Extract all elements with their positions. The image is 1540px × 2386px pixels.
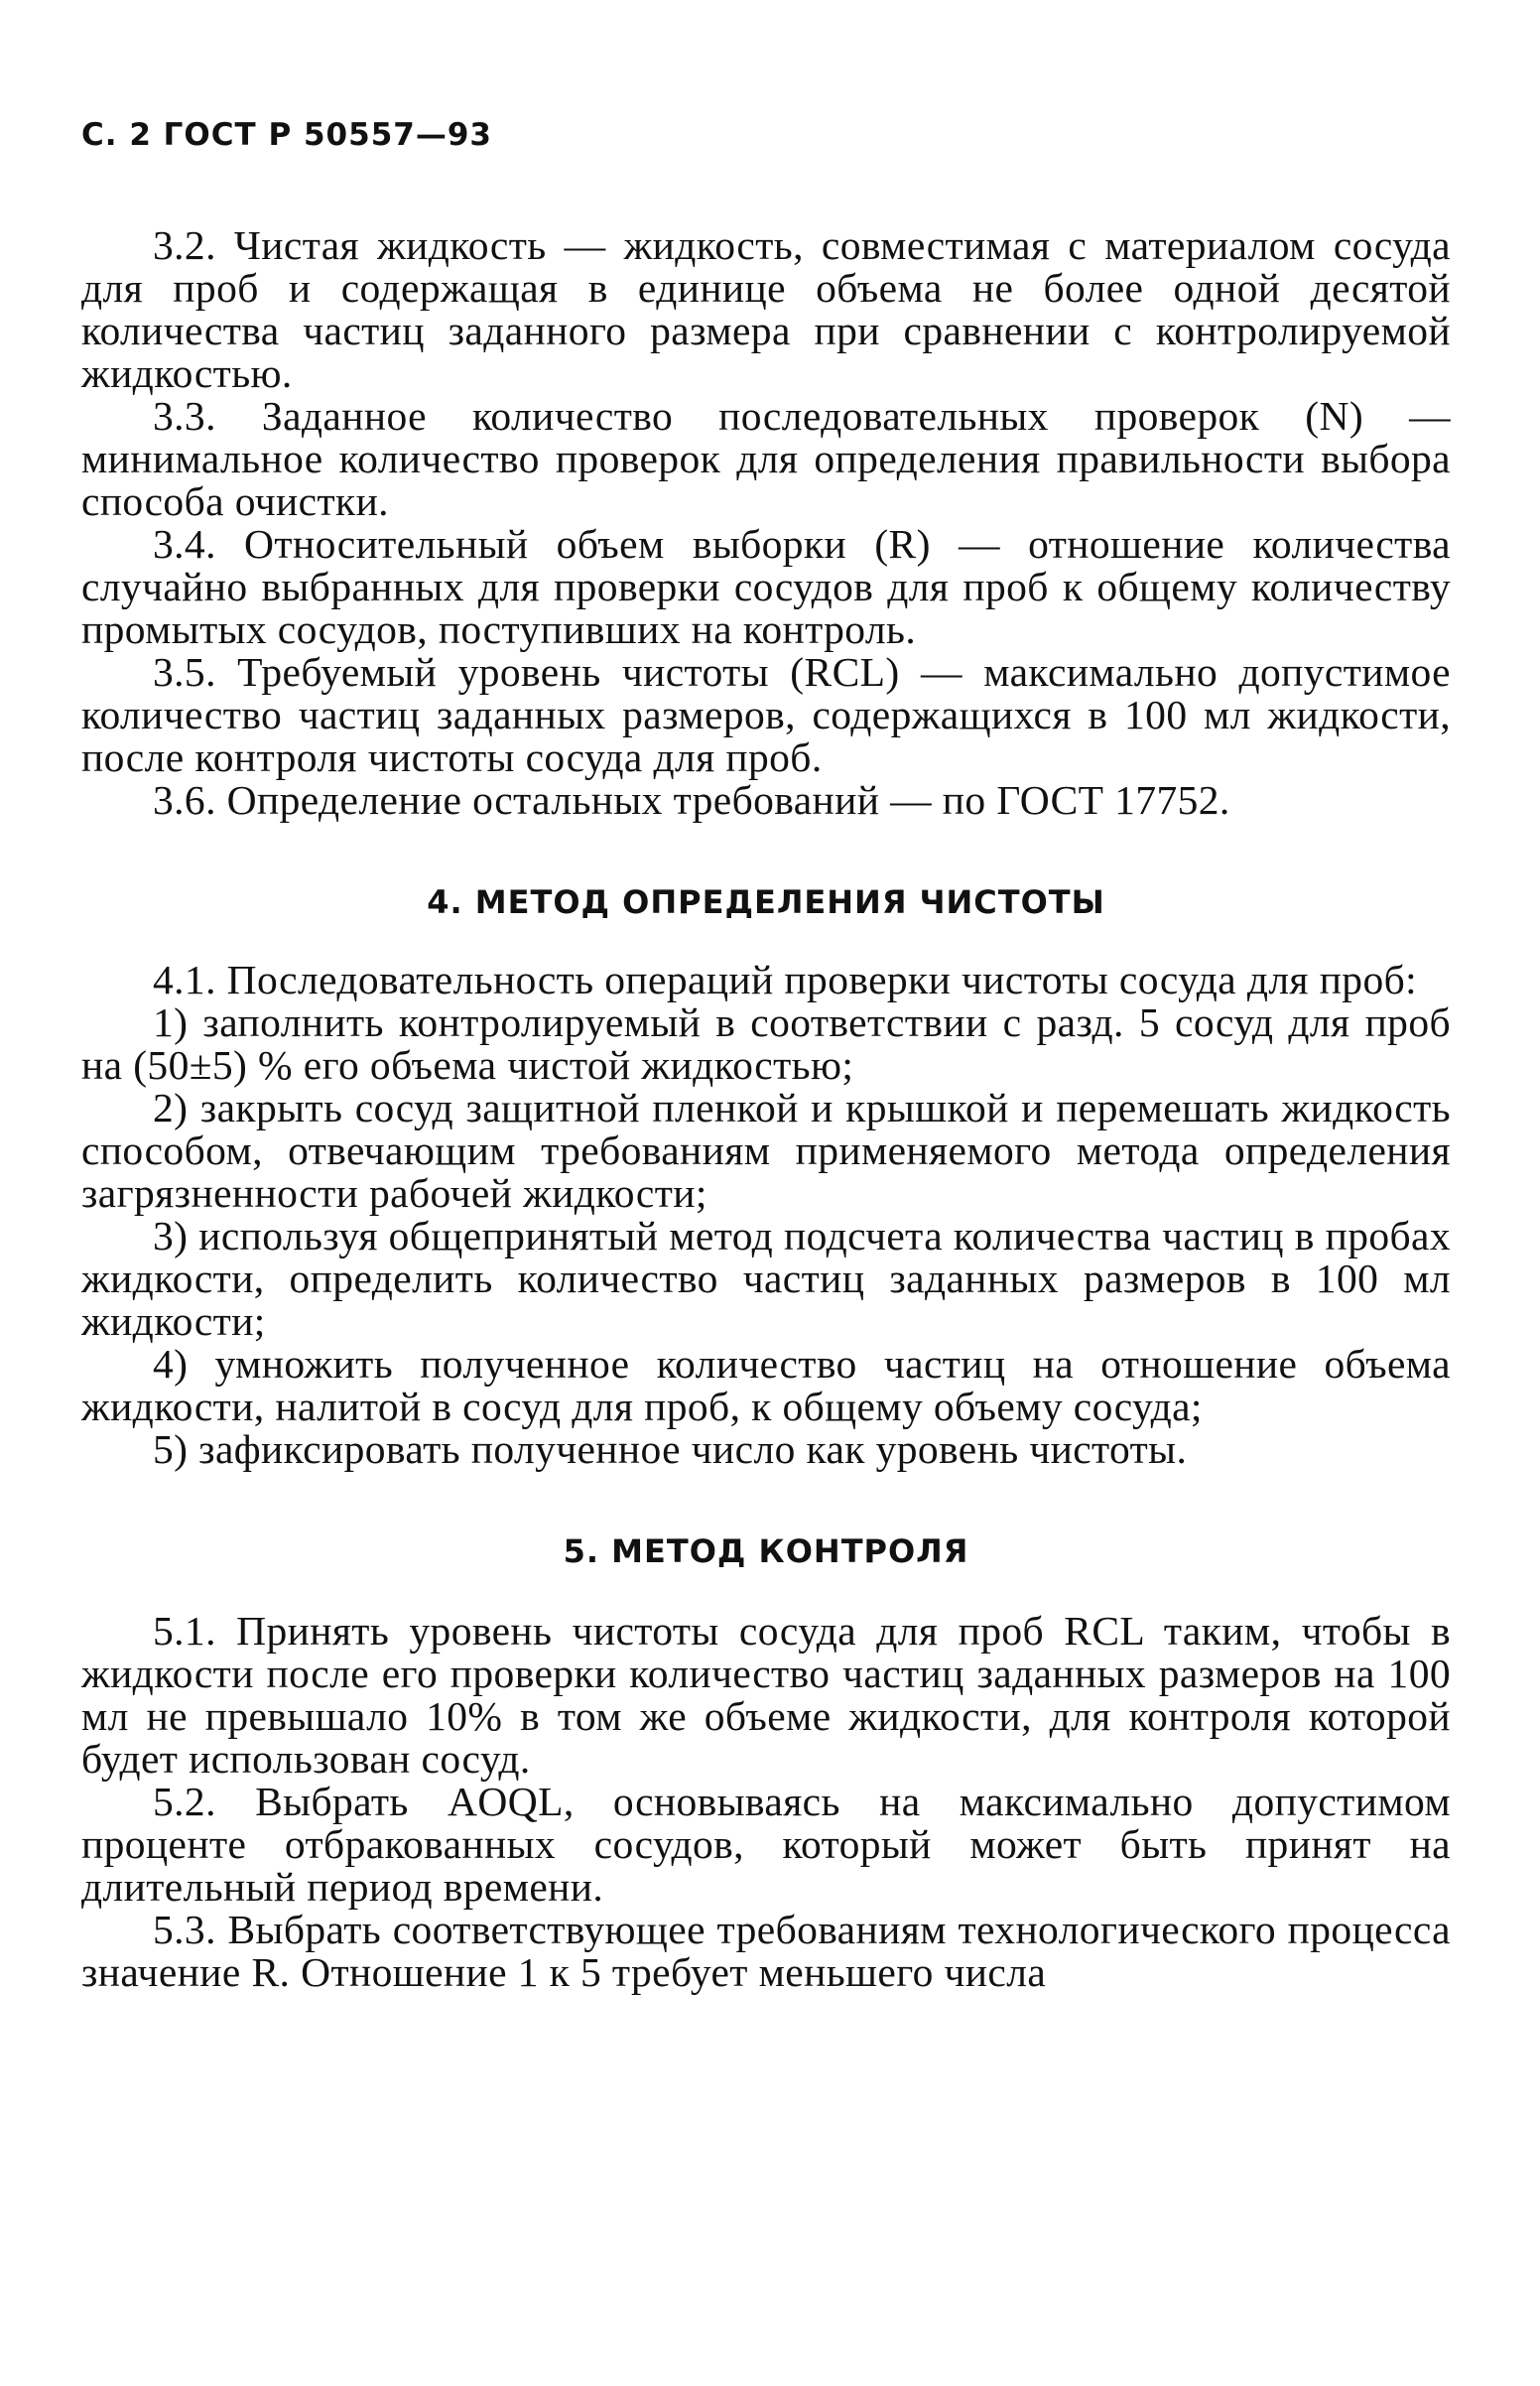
section-5-heading: 5. МЕТОД КОНТРОЛЯ (563, 1532, 969, 1570)
section-4-step-5: 5) зафиксировать полученное число как уровень чистоты. (153, 1426, 1188, 1472)
document-page (81, 117, 1451, 1994)
section-5-paragraph-3: 5.3. Выбрать соответствующее требованиям технологического процесса значение R. Отношение 1 к 5 требует меньшего числа (81, 1907, 1451, 1995)
definition-3-6: 3.6. Определение остальных требований — по ГОСТ 17752. (153, 777, 1230, 823)
section-4-intro: 4.1. Последовательность операций проверки чистоты сосуда для проб: (153, 957, 1418, 1002)
definition-3-2: 3.2. Чистая жидкость — жидкость, совместимая с материалом сосуда для проб и содержащая в единице объема не более одной десятой количества частиц заданного размера при сравнении с контролируемой жидкостью. (81, 222, 1451, 396)
section-5-paragraph-1: 5.1. Принять уровень чистоты сосуда для проб RCL таким, чтобы в жидкости после его проверки количество частиц заданных размеров на 100 мл не превышало 10% в том же объеме жидкости, для контроля которой будет использован сосуд. (81, 1608, 1451, 1782)
section-4-heading: 4. МЕТОД ОПРЕДЕЛЕНИЯ ЧИСТОТЫ (427, 883, 1105, 921)
definition-3-3: 3.3. Заданное количество последовательных проверок (N) — минимальное количество проверок для определения правильности выбора способа очистки. (81, 393, 1451, 524)
section-4-step-2: 2) закрыть сосуд защитной пленкой и крышкой и перемешать жидкость способом, отвечающим требованиям применяемого метода определения загрязненности рабочей жидкости; (81, 1085, 1451, 1216)
section-4-step-1: 1) заполнить контролируемый в соответствии с разд. 5 сосуд для проб на (50±5) % его объема чистой жидкостью; (81, 999, 1451, 1088)
section-5-paragraph-2: 5.2. Выбрать AOQL, основываясь на максимально допустимом проценте отбракованных сосудов, который может быть принят на длительный период времени. (81, 1779, 1451, 1910)
definition-3-5: 3.5. Требуемый уровень чистоты (RCL) — максимально допустимое количество частиц заданных размеров, содержащихся в 100 мл жидкости, после контроля чистоты сосуда для проб. (81, 649, 1451, 780)
section-4-step-3: 3) используя общепринятый метод подсчета количества частиц в пробах жидкости, определить количество частиц заданных размеров в 100 мл жидкости; (81, 1213, 1451, 1344)
running-head: С. 2 ГОСТ Р 50557—93 (81, 117, 492, 153)
section-4-step-4: 4) умножить полученное количество частиц на отношение объема жидкости, налитой в сосуд для проб, к общему объему сосуда; (81, 1341, 1451, 1429)
definition-3-4: 3.4. Относительный объем выборки (R) — отношение количества случайно выбранных для проверки сосудов для проб к общему количеству промытых сосудов, поступивших на контроль. (81, 521, 1451, 652)
